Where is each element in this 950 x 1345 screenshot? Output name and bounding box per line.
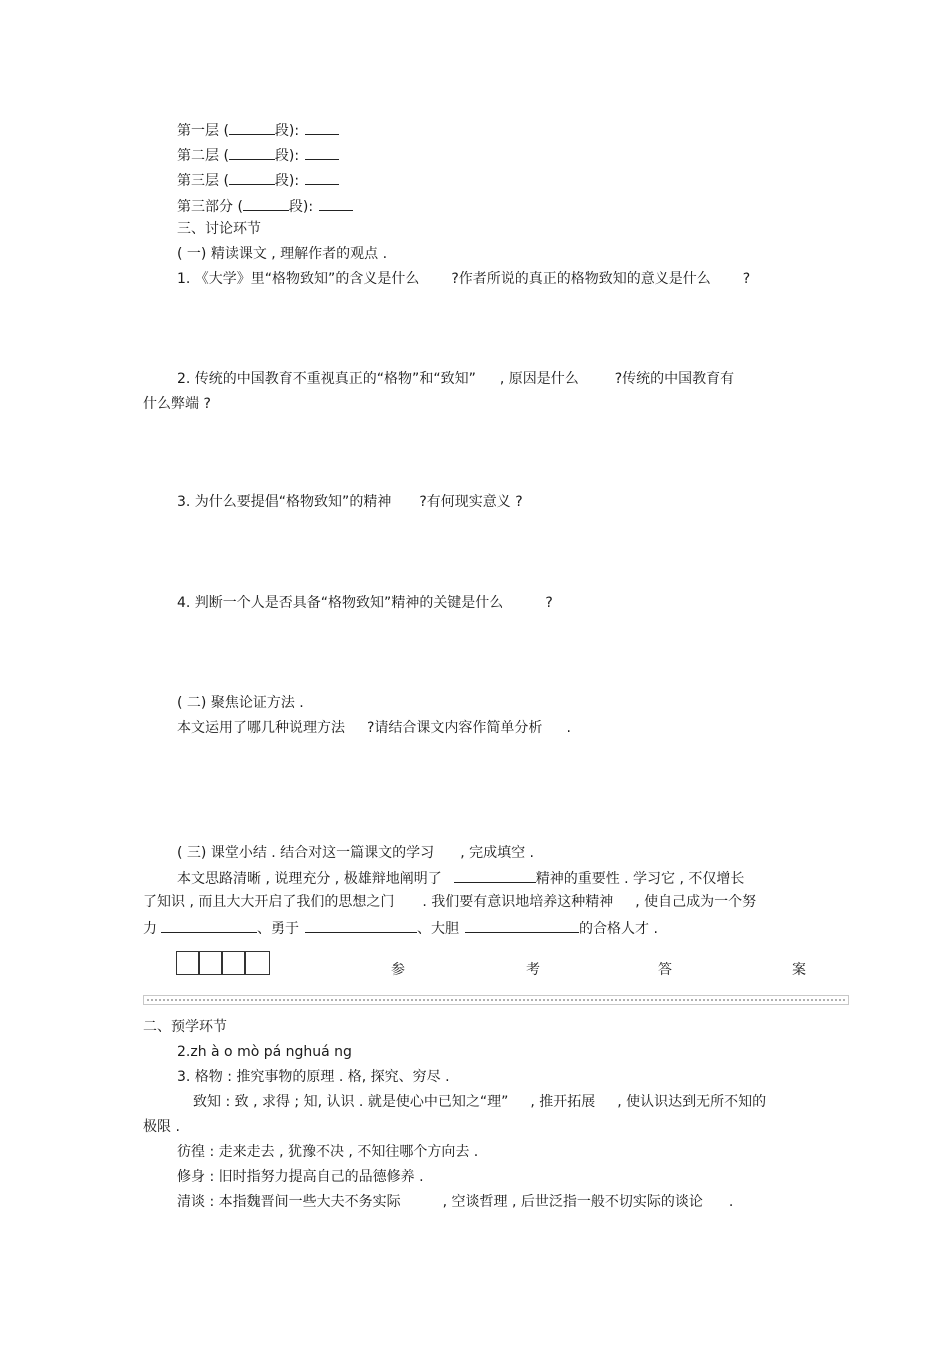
answer-box bbox=[177, 952, 200, 974]
layer-1-label: 第一层 ( bbox=[177, 123, 229, 139]
question-3: 3. 为什么要提倡“格物致知”的精神 ?有何现实意义 ? bbox=[177, 494, 523, 510]
answer-xiushen: 修身 : 旧时指努力提高自己的品德修养 . bbox=[177, 1169, 424, 1185]
layer-2-label: 第二层 ( bbox=[177, 148, 229, 164]
fill-line-1: 本文思路清晰 , 说理充分 , 极雄辩地阐明了 精神的重要性 . 学习它 , 不仅增长 bbox=[177, 868, 744, 888]
answer-box bbox=[200, 952, 223, 974]
layer-1-line: 第一层 ( 段): bbox=[177, 120, 339, 140]
blank-quality-2[interactable] bbox=[305, 918, 417, 933]
blank-spirit[interactable] bbox=[454, 868, 536, 883]
question-2-cont: 什么弊端 ? bbox=[143, 396, 211, 412]
blank-layer-1-content[interactable] bbox=[305, 120, 339, 135]
answer-box bbox=[223, 952, 246, 974]
fill-line-3: 力 、勇于 、大胆 的合格人才 . bbox=[143, 918, 658, 938]
question-2: 2. 传统的中国教育不重视真正的“格物”和“致知” , 原因是什么 ?传统的中国教育有 bbox=[177, 371, 735, 387]
answer-3: 3. 格物 : 推究事物的原理 . 格, 探究、穷尽 . bbox=[177, 1069, 450, 1085]
blank-layer-3-content[interactable] bbox=[305, 170, 339, 185]
answer-title-char: 答 bbox=[658, 962, 672, 978]
section-2-question: 本文运用了哪几种说理方法 ?请结合课文内容作简单分析 . bbox=[177, 720, 571, 736]
part-3-label: 第三部分 ( bbox=[177, 199, 243, 215]
question-4: 4. 判断一个人是否具备“格物致知”精神的关键是什么 ? bbox=[177, 595, 553, 611]
blank-quality-3[interactable] bbox=[465, 918, 579, 933]
answer-2: 2.zh à o mò pá nghuá ng bbox=[177, 1044, 352, 1060]
answer-panghuang: 彷徨 : 走来走去 , 犹豫不决 , 不知往哪个方向去 . bbox=[177, 1144, 479, 1160]
section-3-heading: ( 三) 课堂小结 . 结合对这一篇课文的学习 , 完成填空 . bbox=[177, 845, 534, 861]
blank-part-3-paragraphs[interactable] bbox=[243, 196, 289, 211]
layer-2-line: 第二层 ( 段): bbox=[177, 145, 339, 165]
answer-title-char: 考 bbox=[526, 962, 540, 978]
blank-layer-3-paragraphs[interactable] bbox=[229, 170, 275, 185]
part-3-line: 第三部分 ( 段): bbox=[177, 196, 353, 216]
answer-zhizhi-cont: 极限 . bbox=[143, 1119, 180, 1135]
answer-qingtan: 清谈 : 本指魏晋间一些大夫不务实际 , 空谈哲理 , 后世泛指一般不切实际的谈论 . bbox=[177, 1194, 734, 1210]
answers-heading: 二、预学环节 bbox=[143, 1019, 227, 1035]
discussion-heading: 三、讨论环节 bbox=[177, 221, 261, 237]
blank-layer-2-content[interactable] bbox=[305, 145, 339, 160]
layer-3-line: 第三层 ( 段): bbox=[177, 170, 339, 190]
blank-quality-1[interactable] bbox=[161, 918, 257, 933]
answer-zhizhi: 致知 : 致 , 求得 ; 知, 认识 . 就是使心中已知之“理” , 推开拓展 , 使认识达到无所不知的 bbox=[193, 1094, 767, 1110]
layer-3-label: 第三层 ( bbox=[177, 173, 229, 189]
section-divider bbox=[143, 995, 849, 1005]
fill-line-2: 了知识 , 而且大大开启了我们的思想之门 . 我们要有意识地培养这种精神 , 使自己成为一个努 bbox=[143, 894, 757, 910]
question-1: 1. 《大学》里“格物致知”的含义是什么 ?作者所说的真正的格物致知的意义是什么 ? bbox=[177, 271, 751, 287]
blank-part-3-content[interactable] bbox=[319, 196, 353, 211]
blank-layer-1-paragraphs[interactable] bbox=[229, 120, 275, 135]
answer-boxes bbox=[176, 951, 270, 975]
answer-title-char: 参 bbox=[391, 962, 405, 978]
section-2-heading: ( 二) 聚焦论证方法 . bbox=[177, 695, 304, 711]
answer-title-char: 案 bbox=[792, 962, 806, 978]
answer-box bbox=[246, 952, 269, 974]
section-1-heading: ( 一) 精读课文 , 理解作者的观点 . bbox=[177, 246, 388, 262]
blank-layer-2-paragraphs[interactable] bbox=[229, 145, 275, 160]
